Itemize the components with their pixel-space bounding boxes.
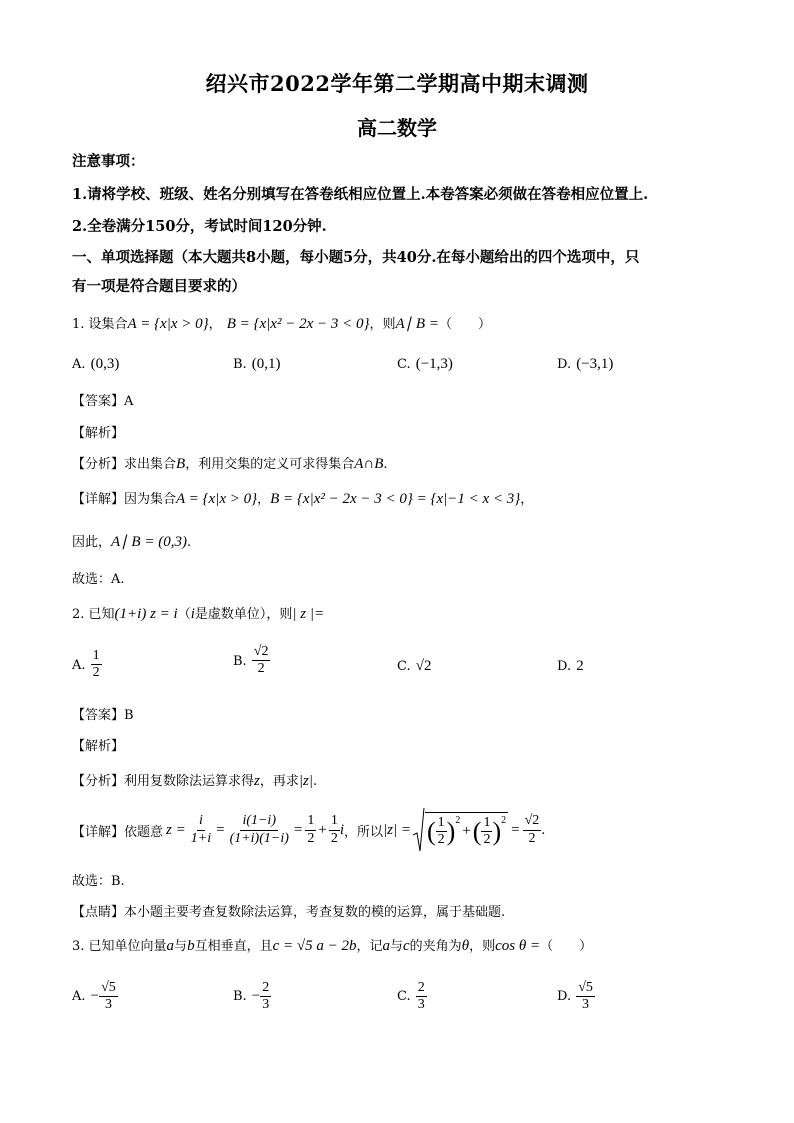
q1-answer <box>72 390 133 409</box>
option-value: 2 <box>576 658 584 674</box>
fenxi-label: 【分析】 <box>72 457 125 472</box>
option-letter: C. <box>397 989 411 1005</box>
q1-option-c <box>397 353 453 373</box>
q2-equation: (1+i) z = i <box>114 606 178 622</box>
q1-prefix: 1. 设集合 <box>72 317 128 332</box>
fenxi-math: |z| <box>298 773 313 789</box>
q3-text: ，则 <box>469 939 496 954</box>
fraction-denominator: 3 <box>582 997 590 1013</box>
fraction-1 <box>189 813 213 846</box>
equals-sign: = <box>293 821 303 838</box>
q3-option-b <box>233 980 271 1013</box>
q2-answer <box>72 704 134 723</box>
q1-detail <box>72 488 533 508</box>
paren-close: ) <box>492 816 502 846</box>
option-fraction <box>91 648 102 681</box>
question-3-stem <box>72 935 592 955</box>
q1-set-b: B = {x|x² − 2x − 3 < 0} <box>226 316 370 332</box>
fraction-numerator: √5 <box>576 980 595 997</box>
q2-option-b <box>233 644 270 677</box>
fraction-numerator: 2 <box>416 980 427 997</box>
detail-end: . <box>541 822 546 838</box>
q2-analysis-label: 【解析】 <box>72 739 125 754</box>
option-letter: B. <box>233 357 247 372</box>
q3-paren: （ ） <box>540 939 593 954</box>
equals-sign: = <box>511 821 520 838</box>
option-sign: − <box>90 988 100 1005</box>
q2-detail <box>72 808 545 852</box>
cos-theta: cos θ = <box>495 938 541 954</box>
fraction-3 <box>305 813 316 846</box>
detail-end: ， <box>520 492 534 507</box>
equals-sign: = <box>216 821 225 838</box>
detail-text: 依题意 <box>124 824 164 840</box>
imaginary-unit: i <box>339 821 344 838</box>
fraction-2 <box>228 813 291 846</box>
detail-z: z = <box>166 821 186 838</box>
option-fraction <box>576 980 595 1013</box>
section-heading-line-2: 有一项是符合题目要求的） <box>72 278 246 295</box>
q2-option-a <box>72 648 102 681</box>
comment-text: 本小题主要考查复数除法运算，考查复数的模的运算，属于基础题. <box>124 905 506 920</box>
option-value: (0,1) <box>251 356 281 372</box>
q1-ask: A∣ B = <box>395 316 439 332</box>
radicand <box>425 812 508 848</box>
notice-item-2: 2.全卷满分150分，考试时间120分钟. <box>72 218 327 235</box>
fraction-numerator: i(1−i) <box>240 813 278 830</box>
detail-math: A = {x|x > 0} <box>176 491 258 507</box>
option-fraction <box>252 644 271 677</box>
fenxi-math: B <box>176 456 186 472</box>
exponent: 2 <box>455 814 461 826</box>
fraction-numerator: 1 <box>481 815 492 832</box>
fenxi-text: 利用复数除法运算求得 <box>124 774 255 789</box>
page-title: 绍兴市2022学年第二学期高中期末调测 <box>205 71 589 96</box>
q1-comma: ， <box>208 317 222 332</box>
fraction-denominator: 2 <box>92 665 100 681</box>
option-letter: D. <box>557 357 572 372</box>
detail-comma: ， <box>257 492 271 507</box>
fraction-6 <box>481 815 492 848</box>
q1-paren: （ ） <box>438 317 491 332</box>
q3-text: 互相垂直，且 <box>194 939 273 954</box>
q3-option-a <box>72 980 118 1013</box>
q2-option-d <box>557 655 584 675</box>
plus-sign: + <box>318 821 327 838</box>
q3-and: 与 <box>174 939 188 954</box>
fraction-4 <box>329 813 340 846</box>
fenxi-math: A∩B <box>354 456 384 472</box>
fraction-denominator: 3 <box>262 997 270 1013</box>
q1-option-d <box>557 353 613 373</box>
paren-open: ( <box>472 816 482 846</box>
question-1-stem <box>72 313 491 333</box>
q3-prefix: 3. 已知单位向量 <box>72 939 167 954</box>
vector-c-expression: c = √5 a − 2b <box>272 938 357 954</box>
option-letter: C. <box>397 659 411 674</box>
therefore-end: . <box>186 535 192 550</box>
answer-value: A <box>124 394 134 409</box>
fraction-numerator: i <box>197 813 205 830</box>
paren-open: ( <box>426 816 436 846</box>
q1-set-a: A = {x|x > 0} <box>127 316 209 332</box>
fraction-denominator: (1+i)(1−i) <box>229 830 289 846</box>
fraction-denominator: 2 <box>257 661 265 677</box>
option-letter: A. <box>72 658 86 674</box>
answer-label: 【答案】 <box>72 708 125 723</box>
fenxi-text: 求出集合 <box>124 457 177 472</box>
q2-abs: | z |= <box>292 606 325 622</box>
option-letter: D. <box>557 989 572 1005</box>
detail-text: 因为集合 <box>124 492 177 507</box>
q1-suffix: ，则 <box>369 317 396 332</box>
q1-option-a <box>72 353 119 373</box>
detail-label: 【详解】 <box>72 824 125 840</box>
therefore-math: A∣ B = (0,3) <box>111 534 187 550</box>
fraction-denominator: 3 <box>417 997 425 1013</box>
q1-option-b <box>233 353 281 373</box>
option-letter: A. <box>72 989 86 1005</box>
option-letter: C. <box>397 357 411 372</box>
fenxi-text: ，利用交集的定义可求得集合 <box>185 457 355 472</box>
option-value: (−1,3) <box>415 356 453 372</box>
q3-text: 的夹角为 <box>409 939 462 954</box>
paren-close: ) <box>446 816 456 846</box>
fenxi-end: . <box>383 457 388 472</box>
detail-label: 【详解】 <box>72 492 125 507</box>
answer-value: B <box>124 708 134 723</box>
q2-prefix: 2. 已知 <box>72 607 115 622</box>
option-value: √2 <box>415 658 432 674</box>
fraction-denominator: 1+i <box>190 830 212 846</box>
q1-fenxi <box>72 453 388 473</box>
vector-a: a <box>382 938 390 954</box>
comment-label: 【点睛】 <box>72 905 125 920</box>
q2-note: 是虚数单位），则 <box>194 607 293 622</box>
fraction-numerator: √2 <box>523 813 542 830</box>
theta: θ <box>461 938 470 954</box>
vector-c: c <box>403 938 410 954</box>
q2-choose: 故选：B. <box>72 874 125 889</box>
fraction-denominator: 2 <box>330 830 338 846</box>
fraction-numerator: √2 <box>252 644 271 661</box>
detail-math: B = {x|x² − 2x − 3 < 0} = {x|−1 < x < 3} <box>270 491 521 507</box>
fraction-denominator: 2 <box>528 830 536 846</box>
fraction-numerator: 1 <box>329 813 340 830</box>
fraction-denominator: 2 <box>437 832 445 847</box>
q1-choose: 故选：A. <box>72 572 125 587</box>
q2-option-c <box>397 655 431 675</box>
exponent: 2 <box>501 814 507 826</box>
option-fraction <box>260 980 271 1013</box>
abs-z: |z| = <box>383 821 411 838</box>
q3-option-d <box>557 980 595 1013</box>
q3-option-c <box>397 980 427 1013</box>
fraction-denominator: 2 <box>307 830 315 846</box>
therefore-text: 因此， <box>72 535 112 550</box>
fraction-numerator: 1 <box>305 813 316 830</box>
fenxi-end: . <box>312 774 318 789</box>
so-text: ，所以 <box>344 824 384 840</box>
q2-fenxi <box>72 770 317 790</box>
fenxi-text: ，再求 <box>259 774 299 789</box>
sqrt-expression <box>413 807 508 853</box>
option-letter: B. <box>233 654 247 670</box>
option-fraction <box>99 980 118 1013</box>
option-value: (−3,1) <box>576 356 614 372</box>
option-letter: D. <box>557 659 572 674</box>
q2-i: i <box>190 606 195 622</box>
fenxi-math: z <box>254 773 260 789</box>
plus-sign: + <box>462 823 471 839</box>
vector-a: a <box>166 938 175 954</box>
fraction-numerator: √5 <box>99 980 118 997</box>
vector-b: b <box>187 938 195 954</box>
answer-label: 【答案】 <box>72 394 125 409</box>
q3-and: 与 <box>389 939 403 954</box>
fraction-result <box>523 813 542 846</box>
q2-paren-open: （ <box>177 607 191 622</box>
fraction-numerator: 1 <box>91 648 102 665</box>
radical-sign-icon <box>413 807 425 853</box>
fraction-denominator: 2 <box>483 832 491 847</box>
option-letter: B. <box>233 989 247 1005</box>
q2-comment <box>72 901 505 920</box>
fraction-denominator: 3 <box>104 997 112 1013</box>
option-fraction <box>416 980 427 1013</box>
q1-therefore <box>72 531 191 551</box>
q3-text: ，记 <box>356 939 383 954</box>
option-sign: − <box>251 988 261 1005</box>
notice-heading: 注意事项： <box>72 153 145 170</box>
fraction-numerator: 1 <box>436 815 447 832</box>
notice-item-1: 1.请将学校、班级、姓名分别填写在答卷纸相应位置上.本卷答案必须做在答卷相应位置上. <box>72 186 649 203</box>
question-2-stem <box>72 603 324 623</box>
option-letter: A. <box>72 357 86 372</box>
page-subtitle: 高二数学 <box>357 116 437 140</box>
option-value: (0,3) <box>90 356 120 372</box>
fraction-numerator: 2 <box>260 980 271 997</box>
q1-analysis-label: 【解析】 <box>72 426 125 441</box>
section-heading-line-1: 一、单项选择题（本大题共8小题，每小题5分，共40分.在每小题给出的四个选项中，只 <box>72 249 640 266</box>
fraction-5 <box>436 815 447 848</box>
fenxi-label: 【分析】 <box>72 774 125 789</box>
